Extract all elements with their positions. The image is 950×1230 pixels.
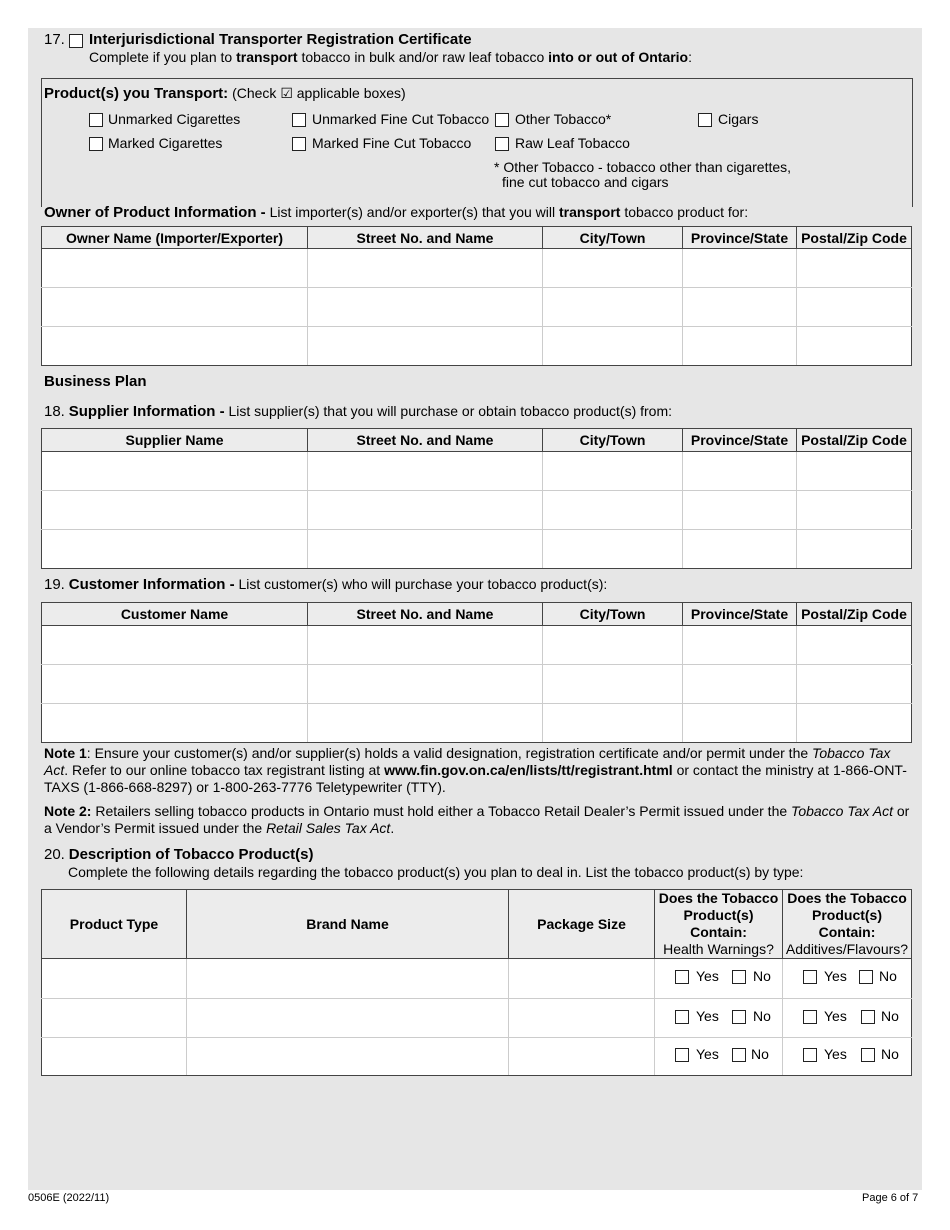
raw-leaf-tobacco-checkbox[interactable]: [495, 137, 509, 151]
yes-label: Yes: [696, 1046, 719, 1062]
additives-no-checkbox[interactable]: [861, 1048, 875, 1062]
brand-name-cell[interactable]: [187, 1038, 509, 1076]
raw-leaf-tobacco-label: Raw Leaf Tobacco: [515, 135, 630, 151]
postal-cell[interactable]: [797, 249, 912, 288]
column-header: Product Type: [42, 890, 187, 959]
package-size-cell[interactable]: [509, 1038, 655, 1076]
table-row: [42, 1038, 912, 1076]
owner-table: [41, 226, 912, 366]
table-row: [42, 452, 912, 491]
additives-cell: [783, 999, 912, 1038]
column-header: Package Size: [509, 890, 655, 959]
city-cell[interactable]: [543, 288, 683, 327]
no-label: No: [753, 1007, 771, 1024]
section-17-instruction: [89, 49, 692, 65]
section-20-heading: [44, 846, 314, 863]
marked-fine-cut-label: Marked Fine Cut Tobacco: [312, 135, 472, 151]
unmarked-cigarettes-checkbox[interactable]: [89, 113, 103, 127]
supplier-name-cell[interactable]: [42, 452, 308, 491]
column-header: Province/State: [683, 227, 797, 249]
products-hint: (Check ☑ applicable boxes): [232, 85, 406, 101]
instruction-text: tobacco in bulk and/or raw leaf tobacco: [301, 49, 545, 65]
section-title: Description of Tobacco Product(s): [68, 846, 314, 863]
product-type-cell[interactable]: [42, 1038, 187, 1076]
no-label: No: [751, 1046, 769, 1062]
unmarked-fine-cut-label: Unmarked Fine Cut Tobacco: [312, 111, 490, 127]
other-tobacco-footnote-line2: fine cut tobacco and cigars: [502, 174, 669, 190]
province-cell[interactable]: [683, 452, 797, 491]
city-cell[interactable]: [543, 665, 683, 704]
brand-name-cell[interactable]: [187, 999, 509, 1038]
health-no-checkbox[interactable]: [732, 1010, 746, 1024]
yes-label: Yes: [824, 968, 847, 984]
table-row: [42, 249, 912, 288]
note-text: : Ensure your customer(s) and/or supplier(s) holds a valid designation, registration certificate and/or permit under the: [86, 745, 809, 761]
customer-table: [41, 602, 912, 743]
note-1: [44, 745, 914, 796]
column-header: City/Town: [543, 227, 683, 249]
column-header: City/Town: [543, 603, 683, 626]
owner-heading-bold: transport: [559, 204, 621, 220]
additives-no-checkbox[interactable]: [861, 1010, 875, 1024]
additives-cell: [783, 959, 912, 999]
province-cell[interactable]: [683, 288, 797, 327]
instruction-text: :: [688, 49, 693, 65]
section-title: Supplier Information -: [68, 403, 225, 420]
brand-name-cell[interactable]: [187, 959, 509, 999]
other-tobacco-footnote: * Other Tobacco - tobacco other than cigarettes,: [494, 159, 792, 175]
header-line: Health Warnings?: [663, 941, 774, 957]
section-17-number: 17.: [44, 31, 65, 48]
province-cell[interactable]: [683, 665, 797, 704]
section-text: List customer(s) who will purchase your tobacco product(s):: [238, 576, 608, 592]
column-header: Postal/Zip Code: [797, 429, 912, 452]
health-no-checkbox[interactable]: [732, 970, 746, 984]
product-description-table: [41, 889, 912, 1076]
health-warnings-cell: [655, 959, 783, 999]
street-cell[interactable]: [308, 530, 543, 569]
marked-cigarettes-label: Marked Cigarettes: [108, 135, 223, 151]
street-cell[interactable]: [308, 288, 543, 327]
owner-heading-label: Owner of Product Information -: [44, 204, 266, 221]
note-text: or a Vendor’s Permit issued under the: [44, 803, 910, 836]
products-heading: [44, 85, 406, 102]
transporter-certificate-checkbox[interactable]: [69, 34, 83, 48]
additives-yes-checkbox[interactable]: [803, 970, 817, 984]
table-row: [42, 288, 912, 327]
province-cell[interactable]: [683, 327, 797, 366]
cigars-checkbox[interactable]: [698, 113, 712, 127]
city-cell[interactable]: [543, 626, 683, 665]
instruction-bold: into or out of Ontario: [548, 49, 689, 65]
province-cell[interactable]: [683, 704, 797, 743]
postal-cell[interactable]: [797, 530, 912, 569]
marked-fine-cut-checkbox[interactable]: [292, 137, 306, 151]
instruction-bold: transport: [236, 49, 298, 65]
no-label: No: [879, 968, 897, 984]
section-title: Customer Information -: [68, 576, 235, 593]
table-row: [42, 704, 912, 743]
column-header-health-warnings: [655, 890, 783, 959]
column-header: Street No. and Name: [308, 227, 543, 249]
owner-heading: [44, 204, 748, 221]
table-row: [42, 327, 912, 366]
note-text: .: [390, 820, 395, 836]
owner-heading-text: List importer(s) and/or exporter(s) that you will: [269, 204, 556, 220]
table-header-row: [42, 890, 912, 959]
postal-cell[interactable]: [797, 665, 912, 704]
health-yes-checkbox[interactable]: [675, 970, 689, 984]
section-text: List supplier(s) that you will purchase or obtain tobacco product(s) from:: [228, 403, 673, 419]
act-name: Retail Sales Tax Act: [266, 820, 391, 836]
unmarked-cigarettes-label: Unmarked Cigarettes: [108, 111, 241, 127]
note-text: Retailers selling tobacco products in Ontario must hold either a Tobacco Retail Dealer’s Permit issued under the: [95, 803, 788, 819]
province-cell[interactable]: [683, 626, 797, 665]
table-header-row: [42, 603, 912, 626]
additives-no-checkbox[interactable]: [859, 970, 873, 984]
customer-name-cell[interactable]: [42, 626, 308, 665]
owner-name-cell[interactable]: [42, 327, 308, 366]
header-line: Product(s) Contain:: [812, 907, 882, 940]
column-header-additives: [783, 890, 912, 959]
other-tobacco-label: Other Tobacco*: [515, 111, 612, 127]
note-text: . Refer to our online tobacco tax registrant listing at: [64, 762, 381, 778]
street-cell[interactable]: [308, 249, 543, 288]
section-19-heading: [44, 576, 607, 593]
owner-name-cell[interactable]: [42, 249, 308, 288]
page-number: Page 6 of 7: [862, 1192, 919, 1204]
act-name: Tobacco Tax Act: [791, 803, 893, 819]
column-header: Customer Name: [42, 603, 308, 626]
supplier-name-cell[interactable]: [42, 530, 308, 569]
yes-label: Yes: [824, 1007, 847, 1024]
column-header: Supplier Name: [42, 429, 308, 452]
package-size-cell[interactable]: [509, 959, 655, 999]
form-id: 0506E (2022/11): [28, 1192, 110, 1204]
street-cell[interactable]: [308, 665, 543, 704]
other-tobacco-checkbox[interactable]: [495, 113, 509, 127]
marked-cigarettes-checkbox[interactable]: [89, 137, 103, 151]
postal-cell[interactable]: [797, 452, 912, 491]
table-row: [42, 626, 912, 665]
products-heading-label: Product(s) you Transport:: [44, 85, 229, 102]
column-header: City/Town: [543, 429, 683, 452]
customer-name-cell[interactable]: [42, 665, 308, 704]
yes-label: Yes: [824, 1046, 847, 1062]
section-number: 20.: [44, 846, 65, 863]
supplier-table: [41, 428, 912, 569]
postal-cell[interactable]: [797, 491, 912, 530]
instruction-text: Complete if you plan to: [89, 49, 233, 65]
column-header: Owner Name (Importer/Exporter): [42, 227, 308, 249]
province-cell[interactable]: [683, 491, 797, 530]
section-18-heading: [44, 403, 672, 420]
column-header: Province/State: [683, 603, 797, 626]
health-yes-checkbox[interactable]: [675, 1010, 689, 1024]
health-no-checkbox[interactable]: [732, 1048, 746, 1062]
package-size-cell[interactable]: [509, 999, 655, 1038]
business-plan-heading: Business Plan: [44, 373, 147, 390]
registrant-listing-link[interactable]: www.fin.gov.on.ca/en/lists/tt/registrant.html: [384, 762, 673, 778]
province-cell[interactable]: [683, 249, 797, 288]
postal-cell[interactable]: [797, 704, 912, 743]
city-cell[interactable]: [543, 249, 683, 288]
table-header-row: [42, 227, 912, 249]
city-cell[interactable]: [543, 704, 683, 743]
owner-name-cell[interactable]: [42, 288, 308, 327]
additives-yes-checkbox[interactable]: [803, 1010, 817, 1024]
note-label: Note 1: [44, 745, 87, 761]
city-cell[interactable]: [543, 530, 683, 569]
note-label: Note 2:: [44, 803, 92, 819]
column-header: Postal/Zip Code: [797, 227, 912, 249]
city-cell[interactable]: [543, 491, 683, 530]
note-2: [44, 803, 914, 837]
column-header: Postal/Zip Code: [797, 603, 912, 626]
owner-heading-text: tobacco product for:: [624, 204, 749, 220]
section-number: 18.: [44, 403, 65, 420]
no-label: No: [881, 1046, 899, 1062]
health-warnings-cell: [655, 999, 783, 1038]
customer-name-cell[interactable]: [42, 704, 308, 743]
column-header: Street No. and Name: [308, 603, 543, 626]
act-name: Tobacco Tax Act: [44, 745, 891, 778]
no-label: No: [881, 1007, 899, 1024]
street-cell[interactable]: [308, 452, 543, 491]
yes-label: Yes: [696, 1007, 719, 1024]
table-row: [42, 530, 912, 569]
postal-cell[interactable]: [797, 327, 912, 366]
product-type-cell[interactable]: [42, 999, 187, 1038]
cigars-label: Cigars: [718, 111, 759, 127]
street-cell[interactable]: [308, 327, 543, 366]
postal-cell[interactable]: [797, 626, 912, 665]
yes-label: Yes: [696, 968, 719, 984]
section-17-title: Interjurisdictional Transporter Registration Certificate: [89, 31, 472, 48]
table-row: [42, 999, 912, 1038]
health-yes-checkbox[interactable]: [675, 1048, 689, 1062]
street-cell[interactable]: [308, 491, 543, 530]
column-header: Province/State: [683, 429, 797, 452]
section-20-text: Complete the following details regarding the tobacco product(s) you plan to deal in. List the tobacco product(s) by type:: [68, 864, 804, 880]
product-type-cell[interactable]: [42, 959, 187, 999]
column-header: Brand Name: [187, 890, 509, 959]
province-cell[interactable]: [683, 530, 797, 569]
header-line: Does the Tobacco: [787, 890, 907, 906]
header-line: Product(s) Contain:: [683, 907, 754, 940]
street-cell[interactable]: [308, 704, 543, 743]
additives-cell: [783, 1038, 912, 1076]
city-cell[interactable]: [543, 327, 683, 366]
column-header: Street No. and Name: [308, 429, 543, 452]
postal-cell[interactable]: [797, 288, 912, 327]
supplier-name-cell[interactable]: [42, 491, 308, 530]
health-warnings-cell: [655, 1038, 783, 1076]
section-number: 19.: [44, 576, 65, 593]
note-text: or contact the ministry at 1-866-ONT-TAXS (1-866-668-8297) or 1-800-263-7776 Teletypewriter (TTY).: [44, 762, 907, 795]
table-row: [42, 665, 912, 704]
no-label: No: [753, 968, 771, 984]
city-cell[interactable]: [543, 452, 683, 491]
header-line: Additives/Flavours?: [785, 941, 909, 957]
header-line: Does the Tobacco: [658, 890, 779, 906]
table-header-row: [42, 429, 912, 452]
table-row: [42, 959, 912, 999]
unmarked-fine-cut-checkbox[interactable]: [292, 113, 306, 127]
additives-yes-checkbox[interactable]: [803, 1048, 817, 1062]
street-cell[interactable]: [308, 626, 543, 665]
table-row: [42, 491, 912, 530]
